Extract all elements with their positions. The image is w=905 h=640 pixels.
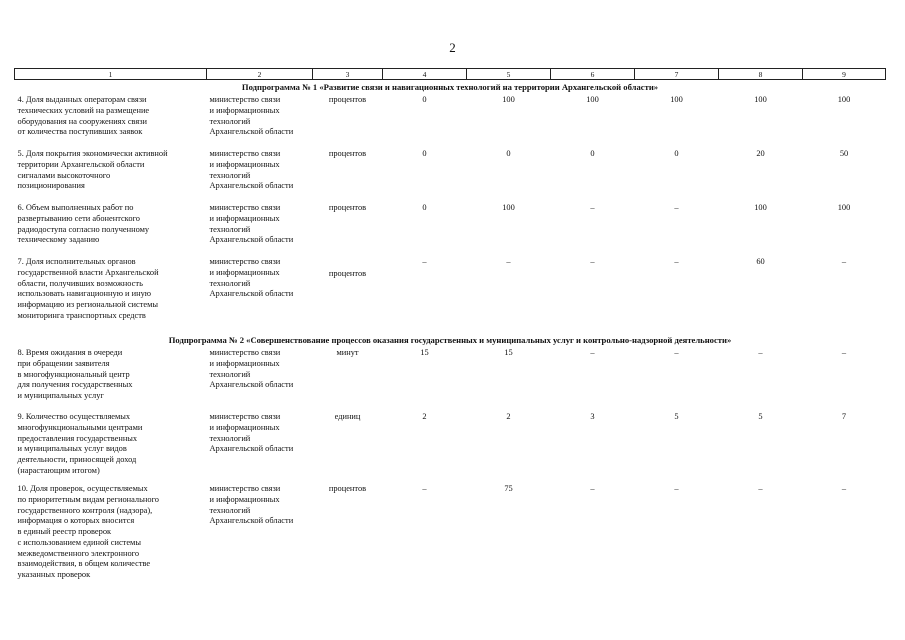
value-cell: 0 bbox=[422, 95, 427, 104]
column-number: 1 bbox=[15, 69, 207, 80]
value-cell: – bbox=[841, 484, 847, 493]
value-cell: – bbox=[590, 484, 595, 493]
column-number: 4 bbox=[383, 69, 467, 80]
unit-of-measure: процентов bbox=[328, 95, 367, 104]
indicator-name: 6. Объем выполненных работ по развертыванию сети абонентского радиодоступа согласно полученному техническому заданию bbox=[17, 203, 150, 245]
responsible-body: министерство связи и информационных технологий Архангельской области bbox=[209, 348, 294, 390]
value-cell: 2 bbox=[422, 412, 427, 421]
value-cell: 0 bbox=[422, 203, 427, 212]
unit-of-measure: единиц bbox=[334, 412, 361, 421]
value-cell: – bbox=[841, 257, 847, 266]
column-number: 7 bbox=[635, 69, 719, 80]
column-numbers-row bbox=[15, 69, 886, 80]
value-cell: – bbox=[758, 484, 763, 493]
value-cell: 15 bbox=[420, 348, 429, 357]
value-cell: – bbox=[758, 348, 763, 357]
responsible-body: министерство связи и информационных технологий Архангельской области bbox=[209, 412, 294, 454]
value-cell: – bbox=[674, 257, 679, 266]
indicator-name: 9. Количество осуществляемых многофункциональными центрами предоставления государственных и муниципальных услуг видов деятельности, приносящей доход (нарастающим итогом) bbox=[17, 412, 143, 475]
responsible-body: министерство связи и информационных технологий Архангельской области bbox=[209, 95, 294, 137]
value-cell: 0 bbox=[506, 149, 511, 158]
table-row bbox=[15, 346, 886, 410]
value-cell: – bbox=[674, 203, 679, 212]
unit-of-measure: процентов bbox=[328, 269, 367, 278]
table-row bbox=[15, 93, 886, 147]
column-number: 2 bbox=[207, 69, 313, 80]
column-number: 5 bbox=[467, 69, 551, 80]
value-cell: 100 bbox=[754, 95, 767, 104]
unit-of-measure: процентов bbox=[328, 203, 367, 212]
responsible-body: министерство связи и информационных технологий Архангельской области bbox=[209, 484, 294, 526]
subprogram-2-title: Подпрограмма № 2 «Совершенствование процессов оказания государственных и муниципальных услуг и контрольно-надзорной деятельности» bbox=[168, 335, 732, 345]
value-cell: 100 bbox=[586, 95, 599, 104]
unit-of-measure: минут bbox=[336, 348, 359, 357]
column-number: 6 bbox=[551, 69, 635, 80]
value-cell: 20 bbox=[756, 149, 765, 158]
indicator-name: 5. Доля покрытия экономически активной территории Архангельской области сигналами высокоточного позиционирования bbox=[17, 149, 168, 191]
value-cell: – bbox=[674, 484, 679, 493]
value-cell: 100 bbox=[502, 95, 515, 104]
subprogram-header-row bbox=[15, 80, 886, 94]
subprogram-header-row bbox=[15, 333, 886, 346]
value-cell: – bbox=[506, 257, 511, 266]
value-cell: 2 bbox=[506, 412, 511, 421]
value-cell: 100 bbox=[502, 203, 515, 212]
value-cell: – bbox=[422, 484, 427, 493]
value-cell: 5 bbox=[674, 412, 679, 421]
value-cell: 50 bbox=[839, 149, 849, 158]
value-cell: 100 bbox=[837, 95, 851, 104]
indicator-name: 8. Время ожидания в очереди при обращении заявителя в многофункциональный центр для получения государственных и муниципальных услуг bbox=[17, 348, 133, 400]
subprogram-1-title: Подпрограмма № 1 «Развитие связи и навигационных технологий на территории Архангельской области» bbox=[241, 82, 659, 92]
value-cell: 15 bbox=[504, 348, 513, 357]
column-number: 9 bbox=[803, 69, 886, 80]
value-cell: 5 bbox=[758, 412, 763, 421]
indicators-table bbox=[14, 68, 886, 581]
column-number: 8 bbox=[719, 69, 803, 80]
value-cell: – bbox=[590, 348, 595, 357]
unit-of-measure: процентов bbox=[328, 149, 367, 158]
indicator-name: 4. Доля выданных операторам связи технических условий на размещение оборудования на сооружениях связи от количества поступивших заявок bbox=[17, 95, 150, 137]
value-cell: – bbox=[674, 348, 679, 357]
responsible-body: министерство связи и информационных технологий Архангельской области bbox=[209, 257, 294, 299]
value-cell: 75 bbox=[504, 484, 513, 493]
value-cell: 100 bbox=[754, 203, 767, 212]
value-cell: – bbox=[590, 203, 595, 212]
column-number: 3 bbox=[313, 69, 383, 80]
value-cell: 100 bbox=[670, 95, 683, 104]
value-cell: 60 bbox=[756, 257, 765, 266]
responsible-body: министерство связи и информационных технологий Архангельской области bbox=[209, 203, 294, 245]
value-cell: – bbox=[422, 257, 427, 266]
value-cell: 3 bbox=[590, 412, 595, 421]
value-cell: 0 bbox=[422, 149, 427, 158]
value-cell: 0 bbox=[674, 149, 679, 158]
indicator-name: 10. Доля проверок, осуществляемых по приоритетным видам регионального государственного контроля (надзора), информация о которых вносится в единый реестр проверок с использованием единой системы межведомственного электронного взаимодействия, в общем количестве указанных проверок bbox=[17, 484, 159, 579]
value-cell: 100 bbox=[837, 203, 851, 212]
value-cell: – bbox=[841, 348, 847, 357]
page-number: 2 bbox=[449, 40, 456, 55]
value-cell: 0 bbox=[590, 149, 595, 158]
table-row bbox=[15, 255, 886, 333]
table-row bbox=[15, 482, 886, 581]
table-row bbox=[15, 147, 886, 201]
responsible-body: министерство связи и информационных технологий Архангельской области bbox=[209, 149, 294, 191]
value-cell: 7 bbox=[841, 412, 847, 421]
table-row bbox=[15, 410, 886, 482]
table-row bbox=[15, 201, 886, 255]
value-cell: – bbox=[590, 257, 595, 266]
unit-of-measure: процентов bbox=[328, 484, 367, 493]
indicator-name: 7. Доля исполнительных органов государственной власти Архангельской области, получивших возможность использовать навигационную и иную информацию из региональной системы мониторинга транспортных средств bbox=[17, 257, 159, 320]
